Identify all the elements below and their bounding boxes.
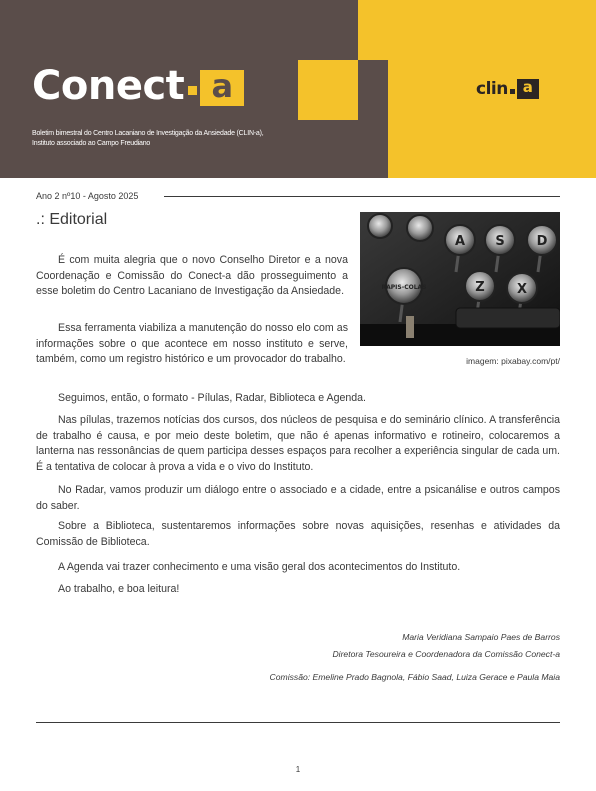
issue-divider [164, 196, 560, 197]
paragraph-4: Nas pílulas, trazemos notícias dos cursos, dos núcleos de pesquisa e do seminário clínico. A transferência de trabalho é causa, e por meio deste boletim, que não é apenas informativo e rotineiro, colocaremos a lanterna nas ressonâncias de quem participa desses espaços para recolher a experiência singular de cada um. É a tentativa de colocar à prova a vida e o vivo do Instituto. [36, 414, 560, 473]
header-subtitle-line1: Boletim bimestral do Centro Lacaniano de Investigação da Ansiedade (CLIN-a), [32, 130, 264, 137]
logo-dot [188, 86, 197, 95]
signature-name: Maria Veridiana Sampaio Paes de Barros [402, 632, 560, 642]
typewriter-photo [360, 212, 560, 346]
logo-box [200, 67, 244, 106]
paragraph-2: Essa ferramenta viabiliza a manutenção do nosso elo com as informações sobre o que acontece em nosso instituto e serve, também, como um registro histórico e um provocador do trabalho. [36, 322, 348, 365]
signature-committee: Comissão: Emeline Prado Bagnola, Fábio Saad, Luiza Gerace e Paula Maia [269, 672, 560, 682]
photo-credit: imagem: pixabay.com/pt/ [466, 356, 560, 366]
paragraph-7: A Agenda vai trazer conhecimento e uma visão geral dos acontecimentos do Instituto. [58, 561, 461, 573]
key-label-d: D [536, 234, 548, 249]
key-label-x: X [516, 282, 528, 297]
paragraph-6: Sobre a Biblioteca, sustentaremos informações sobre novas aquisições, resenhas e atividades da Comissão de Biblioteca. [36, 520, 560, 548]
key-label-s: S [495, 234, 505, 249]
clin-a-logo [476, 79, 539, 99]
decor-square-brown-bottom [358, 120, 388, 178]
paragraph-1: É com muita alegria que o novo Conselho Diretor e a nova Coordenação e Comissão do Conect-a dão prosseguimento a esse boletim do Centro Lacaniano de Investigação da Ansiedade. [36, 254, 348, 297]
page-number: 1 [295, 765, 301, 774]
key-label-z: Z [475, 280, 485, 295]
paragraph-5: No Radar, vamos produzir um diálogo entre o associado e a cidade, entre a psicanálise e outros campos do saber. [36, 484, 560, 512]
signature-role: Diretora Tesoureira e Coordenadora da Comissão Conect-a [332, 649, 560, 659]
conect-a-logo [32, 64, 244, 108]
clin-logo-box-letter: a [522, 78, 533, 96]
typewriter-illustration [360, 212, 560, 346]
footer-divider [36, 722, 560, 723]
paragraph-3: Seguimos, então, o formato - Pílulas, Radar, Biblioteca e Agenda. [58, 392, 366, 404]
logo-box-letter: a [211, 67, 234, 105]
clin-logo-dot [510, 89, 515, 94]
paragraph-8: Ao trabalho, e boa leitura! [58, 583, 180, 595]
decor-square-yellow [298, 60, 358, 120]
decor-square-brown-top [358, 60, 388, 120]
header-subtitle-line2: Instituto associado ao Campo Freudiano [32, 140, 151, 147]
key-label-brand: RAPIS-COLAS [381, 284, 427, 291]
header-subtitle [32, 129, 302, 149]
clin-logo-box [517, 79, 539, 99]
section-title: .: Editorial [36, 211, 108, 228]
key-label-a: A [454, 234, 466, 249]
issue-info: Ano 2 nº10 - Agosto 2025 [36, 191, 139, 201]
clin-logo-text: clin [476, 79, 508, 99]
logo-text: Conect [32, 63, 185, 109]
